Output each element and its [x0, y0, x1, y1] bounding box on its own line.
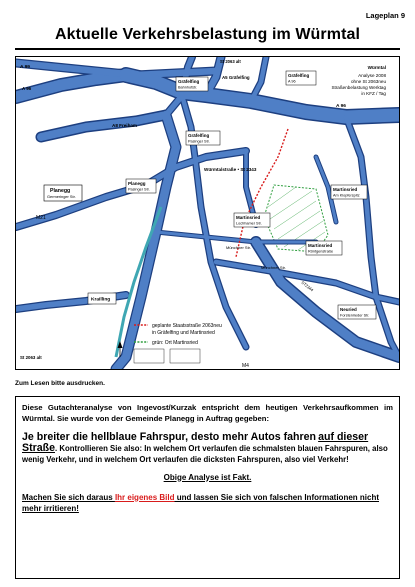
- title-rule: [15, 48, 400, 50]
- label-a5: A5 Gräfelfing: [222, 75, 250, 80]
- svg-text:Am Klopferspitz: Am Klopferspitz: [333, 193, 360, 198]
- svg-text:Martinsried: Martinsried: [236, 215, 261, 220]
- fact-statement: Obige Analyse ist Fakt.: [163, 472, 252, 482]
- svg-text:Straßenbelastung Werktag: Straßenbelastung Werktag: [331, 85, 386, 90]
- svg-text:Krailling: Krailling: [91, 297, 111, 303]
- svg-text:geplante Staatsstraße 2063neu: geplante Staatsstraße 2063neu: [152, 323, 222, 329]
- label-st2063-bottom: St 2063 alt: [20, 355, 42, 360]
- svg-text:Martinsried: Martinsried: [333, 187, 358, 192]
- plan-label: Lageplan 9: [365, 11, 405, 20]
- label-muenchner-1: Münchner Str.: [226, 245, 251, 250]
- label-m4: M4: [242, 363, 249, 369]
- emphasis-text: Je breiter die hellblaue Fahrspur, desto mehr Autos fahren: [22, 430, 316, 443]
- traffic-map: [15, 56, 400, 370]
- svg-text:Gräfelfing: Gräfelfing: [178, 79, 200, 84]
- svg-text:Röntgenstraße: Röntgenstraße: [308, 249, 334, 254]
- closing-paragraph: [22, 492, 393, 516]
- place-box-martinsried-roentgen: [306, 241, 342, 255]
- svg-text:in Gräfelfing und Martinsried: in Gräfelfing und Martinsried: [152, 330, 215, 336]
- label-st2063-top: St 2063 alt: [220, 59, 241, 64]
- svg-text:A 96: A 96: [288, 79, 296, 84]
- svg-text:Gräfelfing: Gräfelfing: [288, 73, 310, 78]
- label-a99: A 99: [20, 65, 30, 70]
- page-title: Aktuelle Verkehrsbelastung im Würmtal: [54, 26, 361, 43]
- svg-text:ohne St 2063neu: ohne St 2063neu: [351, 79, 386, 84]
- label-muenchner-2: Münchner Str.: [261, 265, 286, 270]
- info-textbox: [15, 396, 400, 579]
- traffic-map-svg: [16, 57, 399, 369]
- explanation-paragraph: [22, 432, 393, 466]
- closing-text-b: und lassen Sie sich von falschen Informationen nicht mehr irritieren!: [22, 492, 379, 514]
- map-stamp-2: [170, 349, 200, 363]
- place-box-graefelfing-a96: [286, 71, 316, 85]
- place-box-graefelfing-bahnhof: [176, 77, 208, 91]
- svg-text:Pasinger Str.: Pasinger Str.: [188, 139, 210, 144]
- place-box-krailling: [88, 293, 116, 304]
- svg-text:Neuried: Neuried: [340, 307, 357, 312]
- closing-text-red: Ihr eigenes Bild: [114, 492, 175, 502]
- svg-text:Gräfelfing: Gräfelfing: [188, 133, 210, 138]
- label-st2344: ST2344: [300, 279, 315, 293]
- svg-text:in KFZ / Tag: in KFZ / Tag: [361, 91, 386, 96]
- place-box-neuried: [338, 305, 376, 319]
- svg-text:Lochhamer Str.: Lochhamer Str.: [236, 221, 262, 226]
- label-st2343: Würmtalstraße • St 2343: [204, 167, 257, 172]
- place-box-graefelfing-pasinger: [186, 131, 220, 145]
- svg-text:grün: Ort Martinsried: grün: Ort Martinsried: [152, 340, 198, 346]
- map-info: [331, 65, 386, 96]
- intro-paragraph: Diese Gutachteranalyse von Ingevost/Kurzak entspricht dem heutigen Verkehrsaufkommen im Würmtal. Sie wurde von der Gemeinde Planegg in Auftrag gegeben:: [22, 403, 393, 423]
- explanation-rest: . Kontrollieren Sie also: In welchem Ort verlaufen die schmalsten blauen Fahrspuren, also wenig Verkehr, und in welchem Ort verlaufen die dicksten Fahrspuren, also viel Verkehr!: [22, 444, 388, 465]
- svg-text:Planegg: Planegg: [50, 188, 71, 194]
- place-box-martinsried-lochhamer: [234, 213, 270, 227]
- map-legend: [134, 323, 222, 346]
- emphasis-underlined: auf dieser Straße: [22, 430, 369, 454]
- svg-text:Martinsried: Martinsried: [308, 243, 333, 248]
- svg-text:Forstenrieder Str.: Forstenrieder Str.: [340, 313, 370, 318]
- svg-text:Germeringer Str.: Germeringer Str.: [47, 194, 76, 199]
- svg-text:Analyse 2008: Analyse 2008: [358, 73, 386, 78]
- place-box-planegg-germeringer: [44, 185, 82, 201]
- svg-text:Bahnhofstr.: Bahnhofstr.: [178, 85, 198, 90]
- label-a96-left: A 96: [22, 86, 32, 91]
- place-box-planegg-pasinger: [126, 179, 156, 193]
- label-a96: A 96: [336, 104, 346, 109]
- place-box-martinsried-klopferspitz: [331, 185, 367, 199]
- print-note: Zum Lesen bitte ausdrucken.: [15, 380, 105, 387]
- svg-text:Pasinger Str.: Pasinger Str.: [128, 187, 150, 192]
- closing-text-a: Machen Sie sich daraus: [22, 492, 115, 502]
- label-a8: A8 Freiham: [112, 123, 138, 128]
- label-m21: M21: [36, 215, 46, 221]
- svg-text:Planegg: Planegg: [128, 181, 146, 186]
- svg-text:Würmtal: Würmtal: [367, 65, 386, 70]
- map-stamp: [134, 349, 164, 363]
